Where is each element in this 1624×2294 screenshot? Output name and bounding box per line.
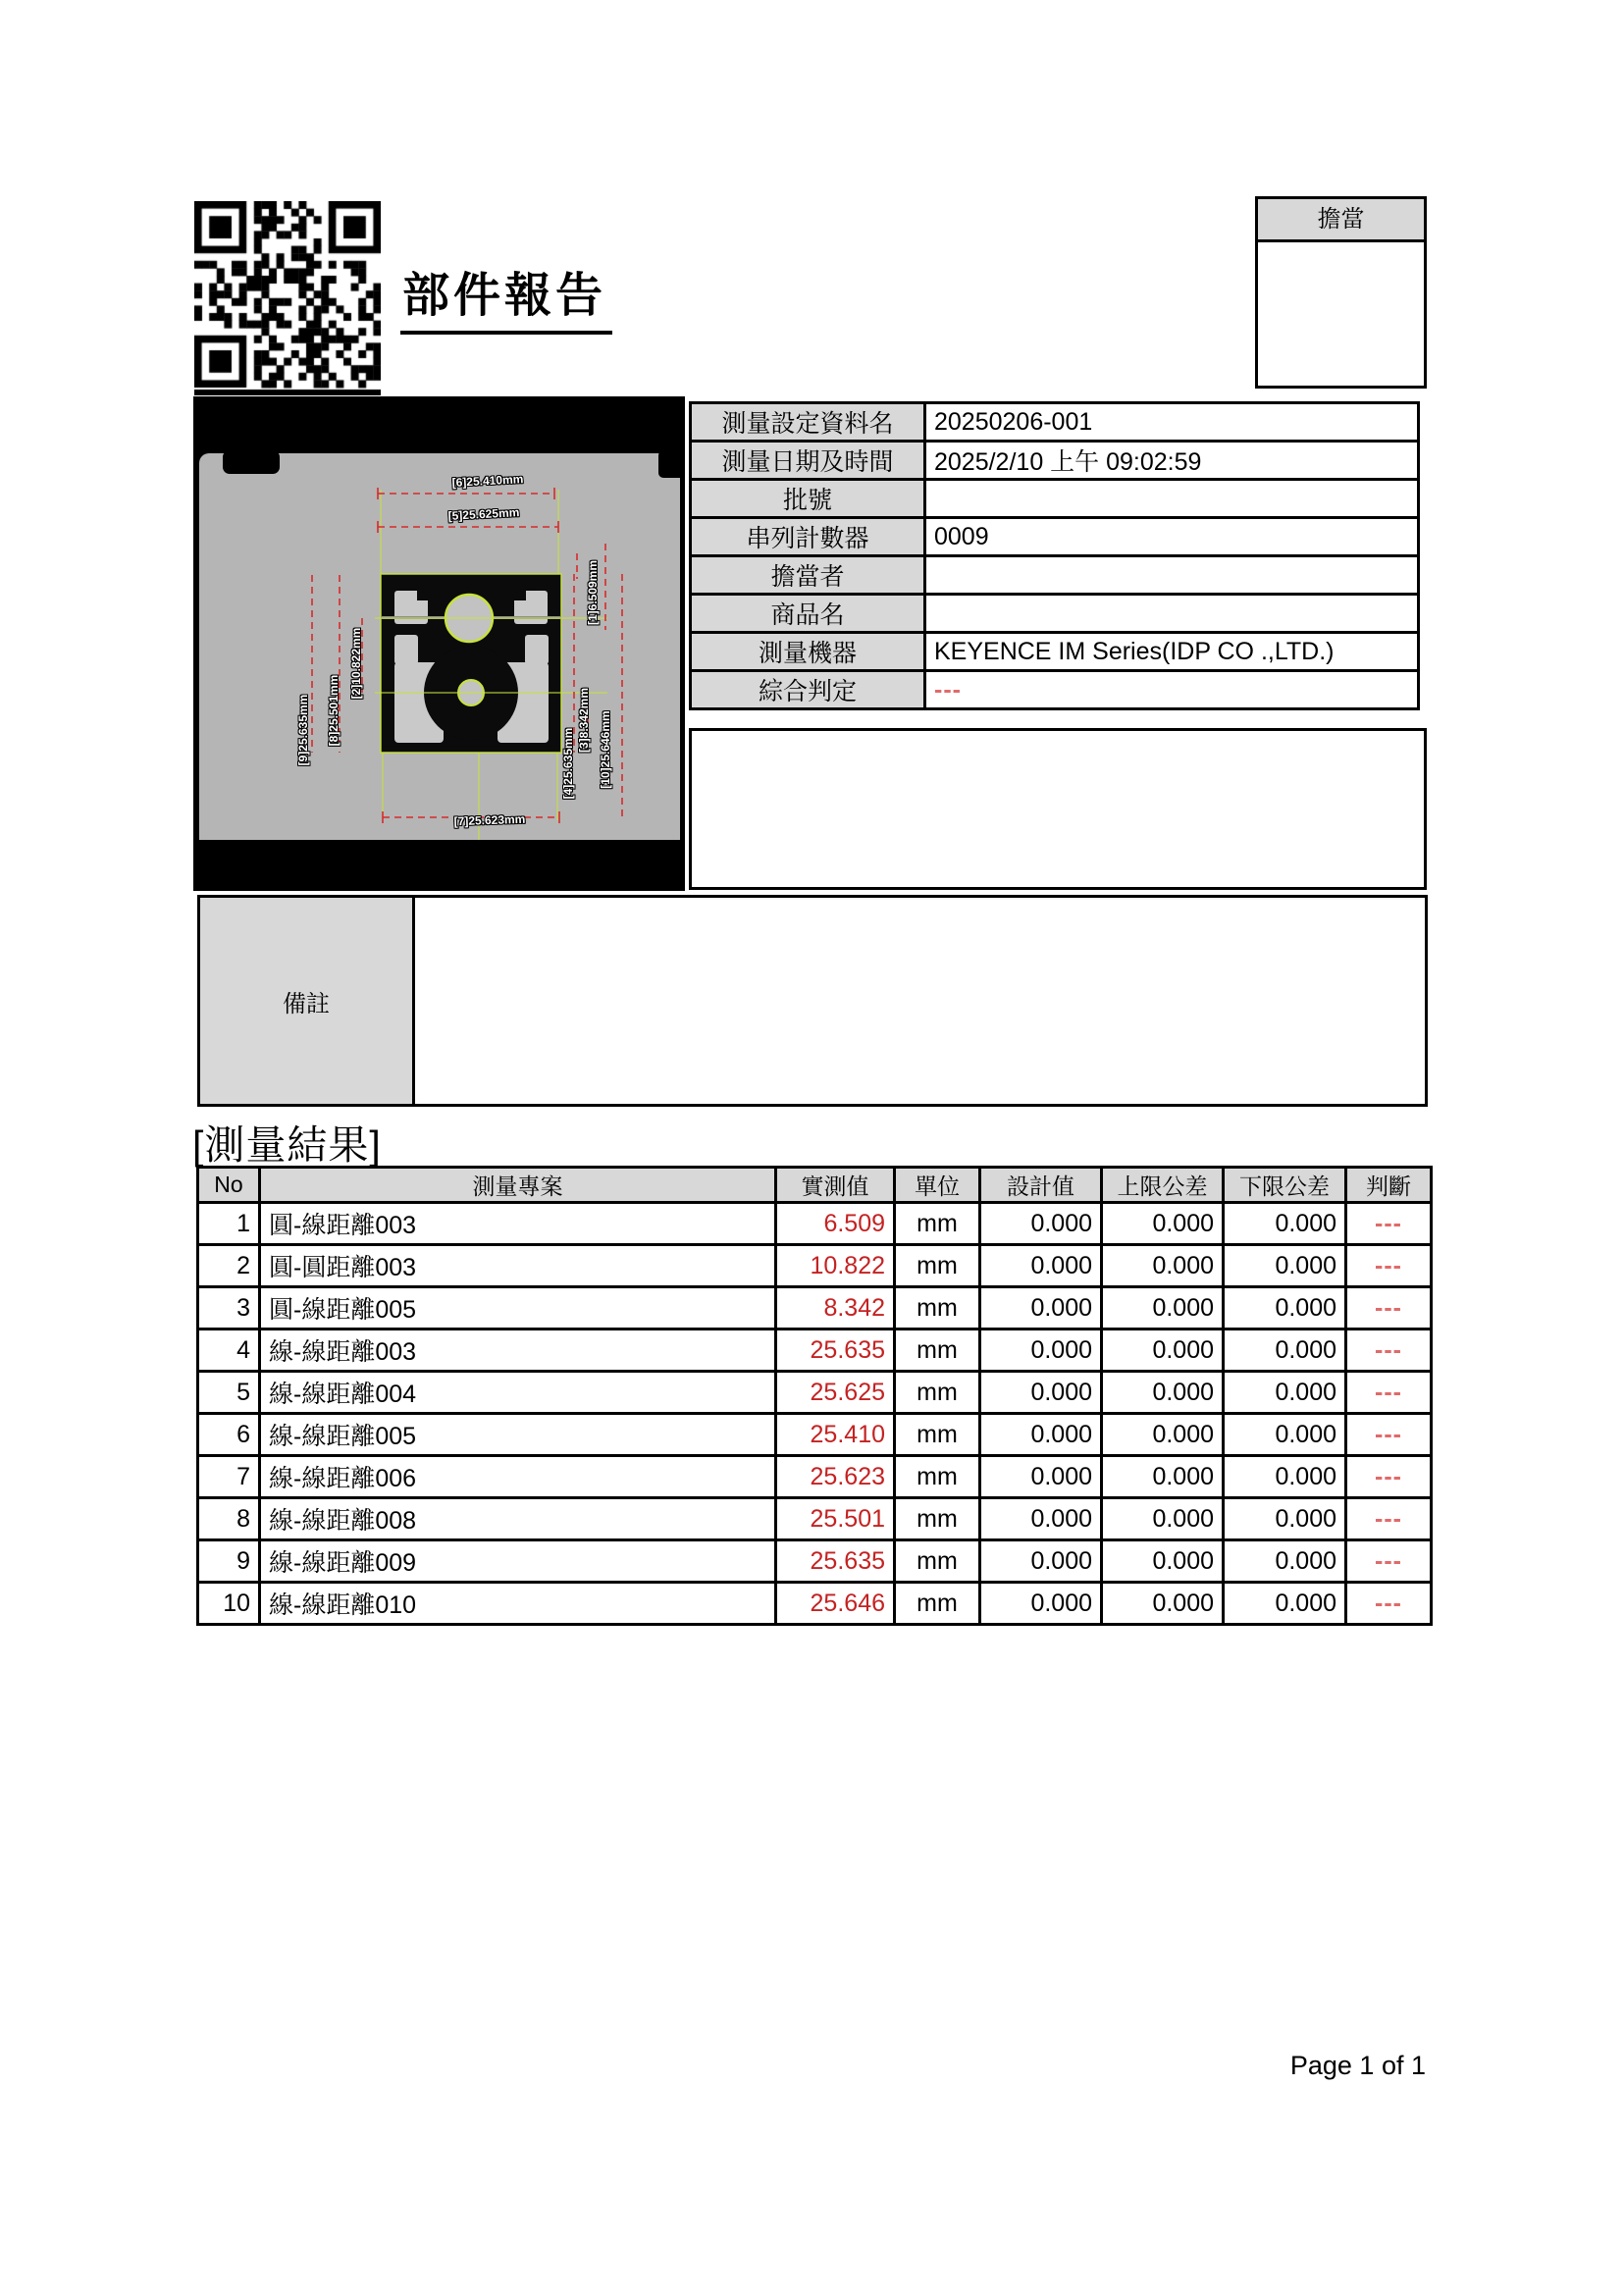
info-value: --- (925, 671, 1419, 709)
judgment: --- (1346, 1583, 1432, 1625)
results-section-title: [測量結果] (192, 1122, 382, 1168)
info-value (925, 595, 1419, 633)
part-photo (193, 396, 685, 891)
item-name: 線-線距離009 (260, 1540, 776, 1583)
page-number: Page 1 of 1 (1289, 2051, 1426, 2080)
item-name: 線-線距離005 (260, 1414, 776, 1456)
results-column-header: 上限公差 (1102, 1168, 1224, 1203)
design-value: 0.000 (980, 1456, 1102, 1498)
measured-value: 8.342 (776, 1287, 895, 1329)
unit: mm (895, 1583, 980, 1625)
measurement-info-table (689, 401, 1420, 710)
unit: mm (895, 1203, 980, 1245)
info-value: 2025/2/10 上午 09:02:59 (925, 442, 1419, 480)
dimension-label: [8]25.501mm (327, 674, 341, 747)
judgment: --- (1346, 1372, 1432, 1414)
results-row (198, 1245, 1432, 1287)
dimension-label: [7]25.623mm (453, 811, 526, 829)
results-column-header: 單位 (895, 1168, 980, 1203)
info-row (691, 403, 1419, 442)
item-name: 線-線距離010 (260, 1583, 776, 1625)
row-no: 4 (198, 1329, 260, 1372)
measured-value: 25.410 (776, 1414, 895, 1456)
info-value (925, 556, 1419, 595)
judgment: --- (1346, 1245, 1432, 1287)
row-no: 9 (198, 1540, 260, 1583)
row-no: 3 (198, 1287, 260, 1329)
judgment: --- (1346, 1456, 1432, 1498)
lower-tolerance: 0.000 (1224, 1540, 1346, 1583)
lower-tolerance: 0.000 (1224, 1583, 1346, 1625)
design-value: 0.000 (980, 1372, 1102, 1414)
measured-value: 25.646 (776, 1583, 895, 1625)
info-label: 測量設定資料名 (691, 403, 925, 442)
info-row (691, 671, 1419, 709)
results-column-header: 下限公差 (1224, 1168, 1346, 1203)
upper-tolerance: 0.000 (1102, 1329, 1224, 1372)
row-no: 8 (198, 1498, 260, 1540)
upper-tolerance: 0.000 (1102, 1245, 1224, 1287)
design-value: 0.000 (980, 1583, 1102, 1625)
dimension-label: [9]25.635mm (296, 694, 310, 766)
row-no: 10 (198, 1583, 260, 1625)
remarks-content (415, 898, 1425, 1104)
upper-tolerance: 0.000 (1102, 1498, 1224, 1540)
results-row (198, 1287, 1432, 1329)
dimension-label: [6]25.410mm (451, 472, 524, 490)
judgment: --- (1346, 1540, 1432, 1583)
design-value: 0.000 (980, 1287, 1102, 1329)
dimension-label: [5]25.625mm (447, 505, 520, 523)
unit: mm (895, 1245, 980, 1287)
measured-value: 10.822 (776, 1245, 895, 1287)
unit: mm (895, 1540, 980, 1583)
results-row (198, 1329, 1432, 1372)
measured-value: 6.509 (776, 1203, 895, 1245)
results-column-header: 設計值 (980, 1168, 1102, 1203)
results-row (198, 1456, 1432, 1498)
judgment: --- (1346, 1414, 1432, 1456)
results-row (198, 1414, 1432, 1456)
qr-code (194, 201, 381, 395)
info-label: 商品名 (691, 595, 925, 633)
lower-tolerance: 0.000 (1224, 1456, 1346, 1498)
lower-tolerance: 0.000 (1224, 1372, 1346, 1414)
design-value: 0.000 (980, 1245, 1102, 1287)
measured-value: 25.635 (776, 1540, 895, 1583)
item-name: 線-線距離003 (260, 1329, 776, 1372)
info-label: 串列計數器 (691, 518, 925, 556)
item-name: 線-線距離006 (260, 1456, 776, 1498)
info-value: KEYENCE IM Series(IDP CO .,LTD.) (925, 633, 1419, 671)
measured-value: 25.501 (776, 1498, 895, 1540)
lower-tolerance: 0.000 (1224, 1498, 1346, 1540)
row-no: 2 (198, 1245, 260, 1287)
results-column-header: 實測值 (776, 1168, 895, 1203)
info-row (691, 595, 1419, 633)
dimension-label: [4]25.635mm (561, 727, 575, 800)
info-label: 測量機器 (691, 633, 925, 671)
measured-value: 25.625 (776, 1372, 895, 1414)
upper-tolerance: 0.000 (1102, 1540, 1224, 1583)
info-row (691, 518, 1419, 556)
unit: mm (895, 1456, 980, 1498)
upper-tolerance: 0.000 (1102, 1287, 1224, 1329)
info-label: 綜合判定 (691, 671, 925, 709)
item-name: 線-線距離008 (260, 1498, 776, 1540)
upper-tolerance: 0.000 (1102, 1372, 1224, 1414)
design-value: 0.000 (980, 1329, 1102, 1372)
upper-tolerance: 0.000 (1102, 1203, 1224, 1245)
upper-tolerance: 0.000 (1102, 1414, 1224, 1456)
unit: mm (895, 1287, 980, 1329)
results-table (196, 1166, 1433, 1626)
info-label: 批號 (691, 480, 925, 518)
lower-tolerance: 0.000 (1224, 1203, 1346, 1245)
results-row (198, 1540, 1432, 1583)
unit: mm (895, 1329, 980, 1372)
results-row (198, 1498, 1432, 1540)
row-no: 6 (198, 1414, 260, 1456)
unit: mm (895, 1372, 980, 1414)
lower-tolerance: 0.000 (1224, 1287, 1346, 1329)
upper-tolerance: 0.000 (1102, 1583, 1224, 1625)
dimension-label: [1]6.509mm (586, 559, 600, 626)
supervisor-box-label: 擔當 (1258, 199, 1424, 242)
results-row (198, 1203, 1432, 1245)
supervisor-box (1255, 196, 1427, 389)
info-row (691, 633, 1419, 671)
row-no: 5 (198, 1372, 260, 1414)
measured-value: 25.635 (776, 1329, 895, 1372)
results-row (198, 1583, 1432, 1625)
info-row (691, 556, 1419, 595)
judgment: --- (1346, 1203, 1432, 1245)
info-empty-box (689, 728, 1427, 890)
measurement-image (193, 396, 685, 891)
remarks-box (197, 895, 1428, 1107)
info-value: 20250206-001 (925, 403, 1419, 442)
design-value: 0.000 (980, 1540, 1102, 1583)
info-row (691, 442, 1419, 480)
upper-tolerance: 0.000 (1102, 1456, 1224, 1498)
results-header-row (198, 1168, 1432, 1203)
info-value (925, 480, 1419, 518)
remarks-label: 備註 (200, 898, 415, 1104)
page-title: 部件報告 (400, 257, 612, 335)
design-value: 0.000 (980, 1498, 1102, 1540)
unit: mm (895, 1498, 980, 1540)
item-name: 圓-線距離005 (260, 1287, 776, 1329)
dimension-label: [2]10.822mm (349, 627, 363, 700)
item-name: 線-線距離004 (260, 1372, 776, 1414)
info-label: 測量日期及時間 (691, 442, 925, 480)
row-no: 7 (198, 1456, 260, 1498)
results-column-header: No (198, 1168, 260, 1203)
judgment: --- (1346, 1329, 1432, 1372)
lower-tolerance: 0.000 (1224, 1414, 1346, 1456)
results-column-header: 測量專案 (260, 1168, 776, 1203)
measured-value: 25.623 (776, 1456, 895, 1498)
info-value: 0009 (925, 518, 1419, 556)
dimension-label: [3]8.342mm (577, 687, 591, 754)
info-label: 擔當者 (691, 556, 925, 595)
supervisor-box-empty-area (1258, 242, 1424, 386)
lower-tolerance: 0.000 (1224, 1329, 1346, 1372)
results-column-header: 判斷 (1346, 1168, 1432, 1203)
results-row (198, 1372, 1432, 1414)
judgment: --- (1346, 1287, 1432, 1329)
judgment: --- (1346, 1498, 1432, 1540)
item-name: 圓-圓距離003 (260, 1245, 776, 1287)
info-row (691, 480, 1419, 518)
item-name: 圓-線距離003 (260, 1203, 776, 1245)
lower-tolerance: 0.000 (1224, 1245, 1346, 1287)
design-value: 0.000 (980, 1203, 1102, 1245)
design-value: 0.000 (980, 1414, 1102, 1456)
row-no: 1 (198, 1203, 260, 1245)
unit: mm (895, 1414, 980, 1456)
dimension-label: [10]25.646mm (599, 710, 612, 789)
